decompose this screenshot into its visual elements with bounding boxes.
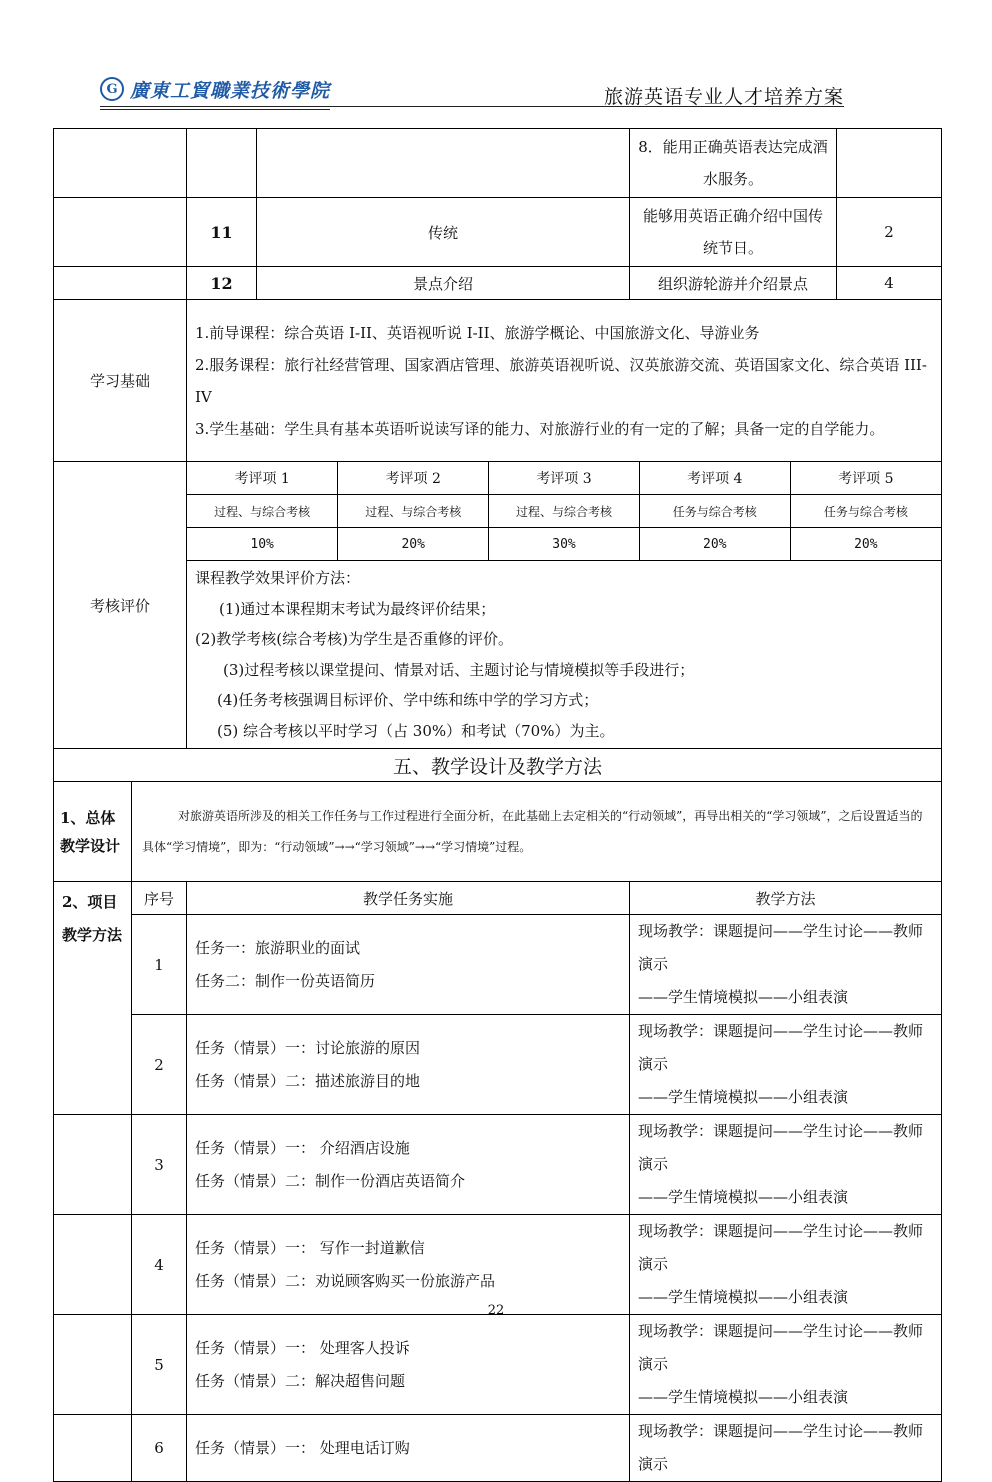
task-item: 任务（情景）一：讨论旅游的原因	[195, 1038, 421, 1057]
teaching-method	[630, 1315, 942, 1415]
teaching-method	[630, 1215, 942, 1315]
assessment-item: 考评项 1	[187, 462, 338, 495]
task-list	[187, 1315, 630, 1415]
method-text: ——学生情境模拟——小组表演	[638, 1388, 849, 1406]
assessment-type: 过程、与综合考核	[187, 495, 338, 528]
assessment-label: 考核评价	[54, 462, 187, 749]
project-methods-label: 2、项目教学方法	[54, 882, 132, 1115]
assessment-item: 考评项 5	[790, 462, 941, 495]
assessment-item: 考评项 3	[489, 462, 640, 495]
learning-basis-row	[54, 300, 942, 462]
task-item: 任务（情景）一： 写作一封道歉信	[195, 1238, 425, 1257]
college-emblem-icon: G	[100, 77, 124, 101]
task-item: 任务（情景）二：制作一份酒店英语简介	[195, 1171, 466, 1190]
method-text: 现场教学：课题提问——学生讨论——教师演示	[638, 1322, 924, 1373]
method-line: (3)过程考核以课堂提问、情景对话、主题讨论与情境模拟等手段进行；	[223, 660, 695, 679]
assessment-weight: 20%	[790, 528, 941, 561]
method-title: 课程教学效果评价方法：	[195, 569, 361, 587]
assessment-type: 过程、与综合考核	[489, 495, 640, 528]
course-row	[54, 267, 942, 300]
page-header	[100, 72, 844, 108]
assessment-weight: 30%	[489, 528, 640, 561]
assessment-type: 任务与综合考核	[790, 495, 941, 528]
assessment-item: 考评项 4	[639, 462, 790, 495]
overall-design-text: 对旅游英语所涉及的相关工作任务与工作过程进行全面分析，在此基础上去定相关的“行动领域”，再导出相关的“学习领域”，之后设置适当的具体“学习情境”，即为：“行动领域”→→“学习领域”→→“学习情境”过程。	[132, 782, 942, 882]
learning-basis-line: 1.前导课程：综合英语 I-II、英语视听说 I-II、旅游学概论、中国旅游文化、导游业务	[195, 323, 760, 342]
assessment-item: 考评项 2	[338, 462, 489, 495]
task-item: 任务（情景）二：描述旅游目的地	[195, 1071, 421, 1090]
task-list	[187, 915, 630, 1015]
page-number: 22	[487, 1303, 505, 1318]
section-title: 五、教学设计及教学方法	[54, 749, 942, 782]
task-row	[54, 1015, 942, 1115]
method-text: 现场教学：课题提问——学生讨论——教师演示	[638, 922, 924, 973]
column-header-method: 教学方法	[630, 882, 942, 915]
course-hours	[837, 129, 942, 198]
method-text: 现场教学：课题提问——学生讨论——教师演示	[638, 1022, 924, 1073]
method-line: (1)通过本课程期末考试为最终评价结果；	[219, 599, 496, 618]
course-goal: 能够用英语正确介绍中国传统节日。	[630, 198, 837, 267]
task-row	[54, 915, 942, 1015]
course-hours: 4	[837, 267, 942, 300]
section-title-row	[54, 749, 942, 782]
assessment-grid	[187, 462, 941, 560]
overall-design-row	[54, 782, 942, 882]
course-hours: 2	[837, 198, 942, 267]
overall-design-label: 1、总体教学设计	[54, 782, 132, 882]
method-text: ——学生情境模拟——小组表演	[638, 1288, 849, 1306]
course-title: 景点介绍	[257, 267, 630, 300]
method-text: ——学生情境模拟——小组表演	[638, 988, 849, 1006]
assessment-content	[187, 462, 942, 749]
task-item: 任务二：制作一份英语简历	[195, 971, 376, 990]
assessment-weight: 20%	[639, 528, 790, 561]
assessment-methods	[187, 560, 941, 748]
task-item: 任务（情景）一： 处理客人投诉	[195, 1338, 410, 1357]
method-text: 现场教学：课题提问——学生讨论——教师演示	[638, 1422, 924, 1473]
method-line: (2)教学考核(综合考核)为学生是否重修的评价。	[195, 630, 513, 648]
learning-basis-label: 学习基础	[54, 300, 187, 462]
college-logo	[100, 74, 330, 104]
method-text: ——学生情境模拟——小组表演	[638, 1188, 849, 1206]
task-index: 5	[132, 1315, 187, 1415]
course-goal: 组织游轮游并介绍景点	[630, 267, 837, 300]
task-row	[54, 1415, 942, 1482]
task-index: 2	[132, 1015, 187, 1115]
task-index: 3	[132, 1115, 187, 1215]
task-list	[187, 1115, 630, 1215]
course-number: 12	[187, 267, 257, 300]
task-item: 任务（情景）二：解决超售问题	[195, 1371, 406, 1390]
header-rule-secondary	[100, 109, 330, 110]
course-goal: 8．能用正确英语表达完成酒水服务。	[630, 129, 837, 198]
assessment-type: 过程、与综合考核	[338, 495, 489, 528]
task-index: 4	[132, 1215, 187, 1315]
methods-header-row	[54, 882, 942, 915]
task-item: 任务（情景）二：劝说顾客购买一份旅游产品	[195, 1271, 496, 1290]
task-index: 1	[132, 915, 187, 1015]
learning-basis-content	[187, 300, 942, 462]
assessment-row	[54, 462, 942, 749]
task-index: 6	[132, 1415, 187, 1482]
assessment-weight: 20%	[338, 528, 489, 561]
task-item: 任务（情景）一： 处理电话订购	[195, 1438, 410, 1457]
course-number	[187, 129, 257, 198]
assessment-type: 任务与综合考核	[639, 495, 790, 528]
course-row	[54, 198, 942, 267]
method-text: 现场教学：课题提问——学生讨论——教师演示	[638, 1222, 924, 1273]
task-row	[54, 1115, 942, 1215]
teaching-method	[630, 1415, 942, 1482]
teaching-method	[630, 915, 942, 1015]
course-row	[54, 129, 942, 198]
task-row	[54, 1315, 942, 1415]
learning-basis-line: 3.学生基础：学生具有基本英语听说读写译的能力、对旅游行业的有一定的了解；具备一定的自学能力。	[195, 419, 885, 438]
document-title: 旅游英语专业人才培养方案	[603, 86, 844, 108]
task-item: 任务一：旅游职业的面试	[195, 938, 361, 957]
header-rule	[100, 106, 844, 107]
column-header-tasks: 教学任务实施	[187, 882, 630, 915]
assessment-weight: 10%	[187, 528, 338, 561]
task-row	[54, 1215, 942, 1315]
teaching-method	[630, 1115, 942, 1215]
method-text: ——学生情境模拟——小组表演	[638, 1088, 849, 1106]
task-list	[187, 1015, 630, 1115]
task-list	[187, 1415, 630, 1482]
task-item: 任务（情景）一： 介绍酒店设施	[195, 1138, 410, 1157]
course-number: 11	[187, 198, 257, 267]
method-line: (5) 综合考核以平时学习（占 30%）和考试（70%）为主。	[217, 721, 615, 740]
task-list	[187, 1215, 630, 1315]
curriculum-table	[53, 128, 942, 1482]
method-text: 现场教学：课题提问——学生讨论——教师演示	[638, 1122, 924, 1173]
method-line: (4)任务考核强调目标评价、学中练和练中学的学习方式；	[217, 691, 599, 709]
course-title	[257, 129, 630, 198]
college-name: 廣東工貿職業技術學院	[130, 79, 331, 102]
teaching-method	[630, 1015, 942, 1115]
course-title: 传统	[257, 198, 630, 267]
column-header-index: 序号	[132, 882, 187, 915]
learning-basis-line: 2.服务课程：旅行社经营管理、国家酒店管理、旅游英语视听说、汉英旅游交流、英语国家文化、综合英语 III-IV	[195, 355, 927, 406]
